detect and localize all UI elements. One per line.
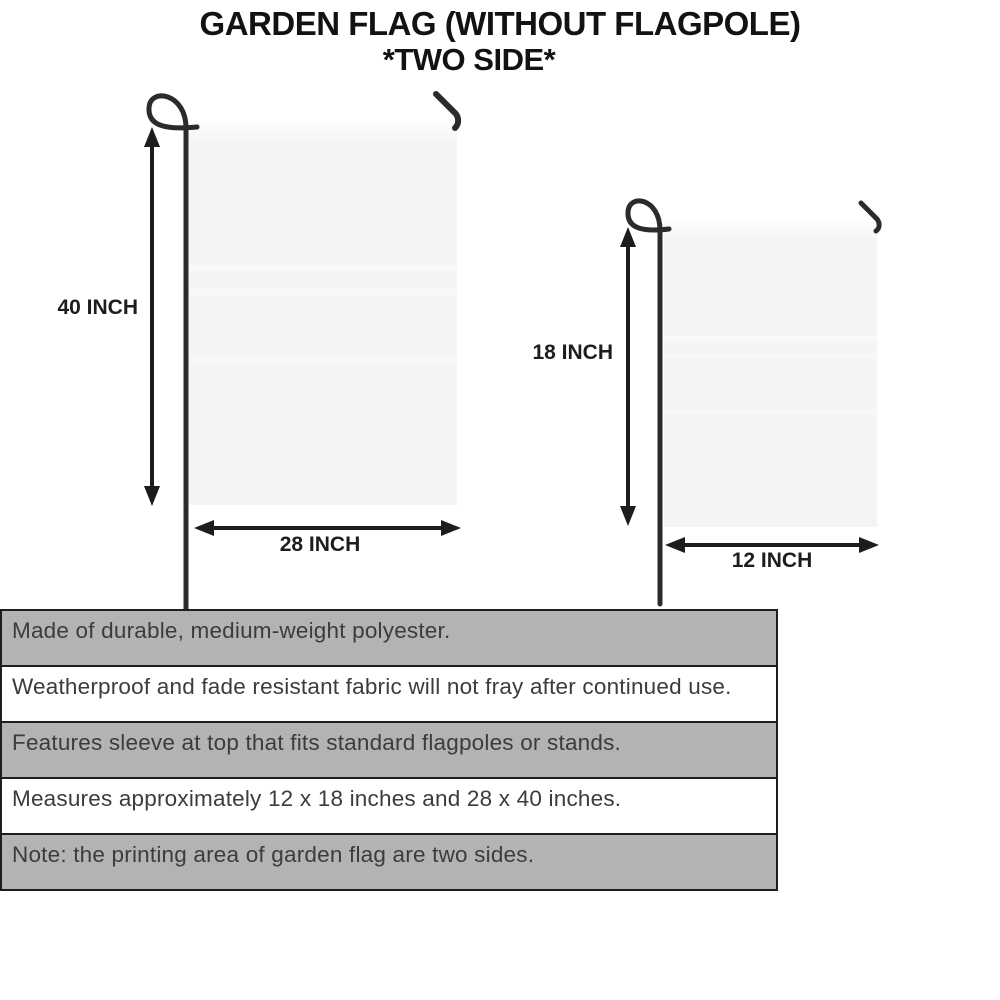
spec-row-1: Made of durable, medium-weight polyester. xyxy=(0,609,778,667)
spec-row-2: Weatherproof and fade resistant fabric will not fray after continued use. xyxy=(0,665,778,723)
title-line-2: *TWO SIDE* xyxy=(382,41,556,77)
spec-row-4: Measures approximately 12 x 18 inches and 28 x 40 inches. xyxy=(0,777,778,835)
spec-row-5: Note: the printing area of garden flag are two sides. xyxy=(0,833,778,891)
small-flag-fabric xyxy=(664,221,877,527)
large-height-label: 40 INCH xyxy=(57,296,138,319)
small-width-label: 12 INCH xyxy=(731,549,813,572)
small-flagpole xyxy=(628,201,669,604)
small-height-label: 18 INCH xyxy=(532,341,613,364)
large-height-arrow xyxy=(144,127,160,506)
small-height-arrow xyxy=(620,227,636,526)
title-line-1: GARDEN FLAG (WITHOUT FLAGPOLE) xyxy=(199,5,801,42)
large-flag-fabric xyxy=(189,121,457,505)
spec-row-3: Features sleeve at top that fits standard flagpoles or stands. xyxy=(0,721,778,779)
large-width-label: 28 INCH xyxy=(279,533,361,556)
page-title xyxy=(0,6,1000,77)
spec-banner xyxy=(0,609,778,891)
